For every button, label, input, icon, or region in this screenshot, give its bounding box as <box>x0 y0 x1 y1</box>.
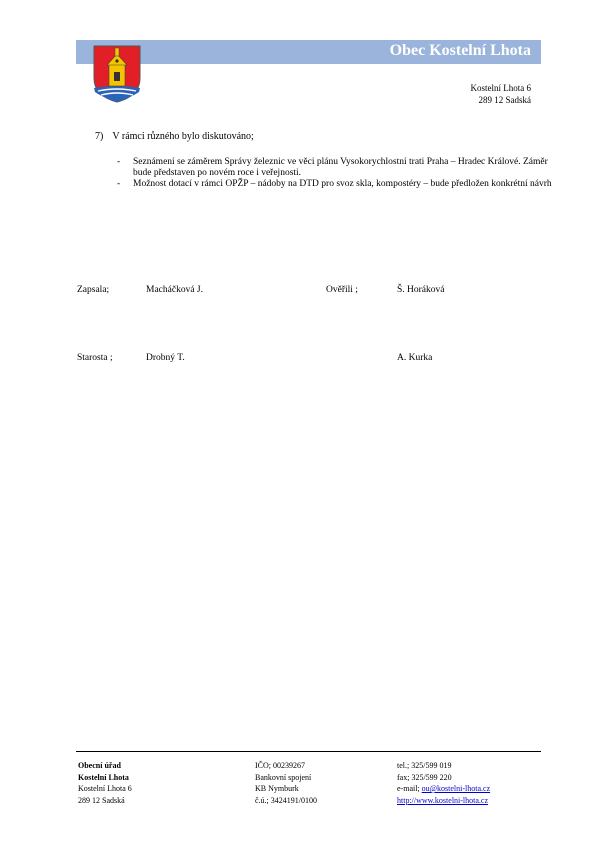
footer-office-street: Kostelní Lhota 6 <box>78 784 132 793</box>
agenda-item-7 <box>95 131 254 142</box>
footer-email-link[interactable]: ou@kostelni-lhota.cz <box>421 784 491 793</box>
item-text: V rámci různého bylo diskutováno; <box>112 131 254 142</box>
bullet-item: - Možnost dotací v rámci OPŽP – nádoby na DTD pro svoz skla, kompostéry – bude předložen konkrétní návrh <box>117 179 557 190</box>
verifier-name-2: A. Kurka <box>397 353 433 363</box>
discussion-bullets <box>117 157 557 190</box>
footer-contact <box>397 760 490 806</box>
footer-tel: tel.; 325/599 019 <box>397 761 452 770</box>
bullet-item: - Seznámení se záměrem Správy železnic ve věci plánu Vysokorychlostní trati Praha – Hradec Králové. Záměr bude představen po novém roce i veřejnosti. <box>117 157 557 179</box>
footer-account: č.ú.; 3424191/0100 <box>255 795 317 805</box>
footer-email-row <box>397 783 490 795</box>
municipality-title: Obec Kostelní Lhota <box>389 42 531 59</box>
verified-by-label: Ověřili ; <box>326 285 358 295</box>
verifier-name-1: Š. Horáková <box>397 285 445 295</box>
recorded-by-name: Macháčková J. <box>146 285 203 295</box>
address-street: Kostelní Lhota 6 <box>470 83 531 93</box>
mayor-name: Drobný T. <box>146 353 185 363</box>
footer-office-city: 289 12 Sadská <box>78 795 125 805</box>
item-number: 7) <box>95 131 104 142</box>
footer-ico: IČO; 00239267 <box>255 761 305 770</box>
office-address <box>471 82 532 106</box>
mayor-label: Starosta ; <box>77 353 113 363</box>
footer-office <box>78 760 132 806</box>
footer-office-village: Kostelní Lhota <box>78 772 129 782</box>
footer-fax: fax; 325/599 220 <box>397 772 452 782</box>
recorded-by-label: Zapsala; <box>77 285 110 295</box>
footer-bank-label: Bankovní spojení <box>255 772 312 782</box>
coat-of-arms-icon <box>92 44 142 104</box>
footer-bank-name: KB Nymburk <box>255 784 299 793</box>
footer-bank <box>255 760 317 806</box>
footer-email-label: e-mail; <box>397 784 422 793</box>
footer-office-name: Obecní úřad <box>78 761 121 770</box>
address-city: 289 12 Sadská <box>478 95 531 105</box>
header-bar <box>76 40 541 64</box>
footer-web-link[interactable]: http://www.kostelni-lhota.cz <box>397 795 489 805</box>
footer-divider <box>76 751 541 752</box>
